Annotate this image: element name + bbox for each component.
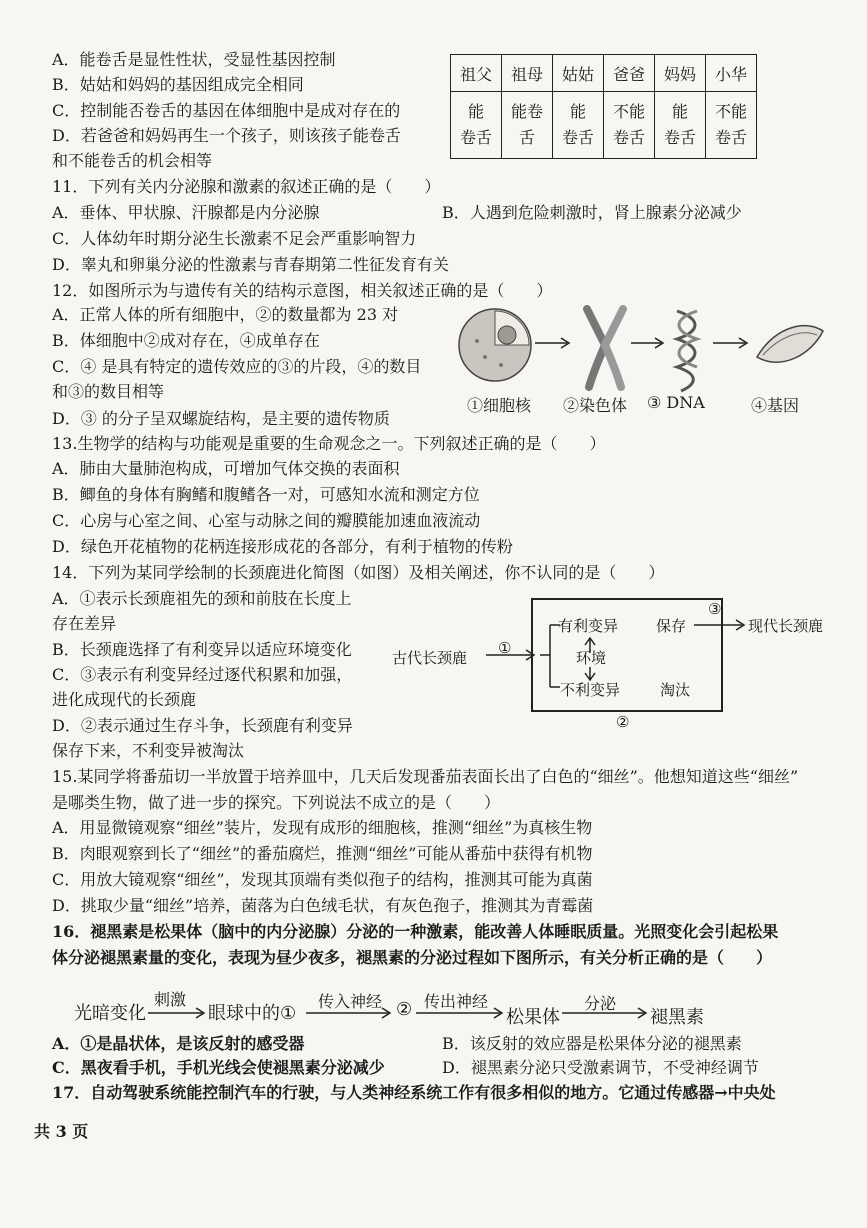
genetic-structure-figure [455,305,835,420]
q11-option-d: D．睾丸和卵巢分泌的性激素与青春期第二性征发育有关 [52,255,449,274]
eliminate-label: 淘汰 [660,681,691,699]
q15-stem: 15.某同学将番茄切一半放置于培养皿中，几天后发现番茄表面长出了白色的“细丝”。他想知道这些“细丝” [52,767,799,786]
header-cell: 祖母 [502,55,553,92]
tongue-rolling-table [450,54,757,159]
q12-stem: 12．如图所示为与遗传有关的结构示意图，相关叙述正确的是（ ） [52,281,553,300]
q11-option-b: B．人遇到危险刺激时，肾上腺素分泌减少 [442,203,742,222]
page-count: 共 3 页 [34,1122,89,1141]
mark-2: ② [616,713,630,731]
q11-option-a: A．垂体、甲状腺、汗腺都是内分泌腺 [52,203,320,222]
q13-option-d: D．绿色开花植物的花柄连接形成花的各部分，有利于植物的传粉 [52,537,513,556]
modern-giraffe-label: 现代长颈鹿 [748,617,824,635]
q12-option-c: C．④ 是具有特定的遗传效应的③的片段，④的数目 [52,357,422,376]
structure-drawings [455,305,835,395]
header-cell: 祖父 [451,55,502,92]
nucleus-illustration [459,309,531,381]
pineal-body-node: 松果体 [506,1007,560,1028]
q14-option-a-cont: 存在差异 [52,614,117,633]
q13-stem: 13.生物学的结构与功能观是重要的生命观念之一。下列叙述正确的是（ ） [52,434,606,453]
header-cell: 小华 [706,55,757,92]
q14-option-c: C．③表示有利变异经过逐代积累和加强， [52,665,353,684]
giraffe-evolution-diagram [390,595,850,735]
q13-option-a: A．肺由大量肺泡构成，可增加气体交换的表面积 [52,459,400,478]
gene-illustration [757,326,823,363]
q10-option-a: A．能卷舌是显性性状，受显性基因控制 [52,50,336,69]
q14-stem: 14．下列为某同学绘制的长颈鹿进化简图（如图）及相关阐述，你不认同的是（ ） [52,563,665,582]
unfavorable-variation-label: 不利变异 [560,681,621,699]
header-cell: 姑姑 [553,55,604,92]
melatonin-node: 褪黑素 [650,1007,704,1028]
efferent-nerve-label: 传出神经 [424,992,489,1011]
header-cell: 妈妈 [655,55,706,92]
q16-option-b: B．该反射的效应器是松果体分泌的褪黑素 [442,1034,742,1053]
preserve-label: 保存 [656,617,687,635]
value-cell: 能 卷舌 [451,92,502,159]
value-cell: 能 卷舌 [655,92,706,159]
value-cell: 不能 卷舌 [706,92,757,159]
nucleus-caption: ①细胞核 [467,396,532,415]
q14-option-a: A．①表示长颈鹿祖先的颈和前肢在长度上 [52,589,352,608]
q16-stem-cont: 体分泌褪黑素量的变化，表现为昼少夜多，褪黑素的分泌过程如下图所示，有关分析正确的是（ ） [52,948,773,967]
q15-option-c: C．用放大镜观察“细丝”，发现其顶端有类似孢子的结构，推测其可能为真菌 [52,870,593,889]
q13-option-c: C．心房与心室之间、心室与动脉之间的瓣膜能加速血液流动 [52,511,481,530]
q14-option-b: B．长颈鹿选择了有利变异以适应环境变化 [52,640,352,659]
value-cell: 不能 卷舌 [604,92,655,159]
mark-1: ① [498,639,512,657]
q16-option-c: C．黑夜看手机，手机光线会使褪黑素分泌减少 [52,1058,385,1077]
q16-option-d: D．褪黑素分泌只受激素调节，不受神经调节 [442,1058,759,1077]
q14-option-d: D．②表示通过生存斗争，长颈鹿有利变异 [52,716,353,735]
q12-option-d: D．③ 的分子呈双螺旋结构，是主要的遗传物质 [52,409,390,428]
value-cell: 能 卷舌 [553,92,604,159]
mark-3: ③ [708,600,722,618]
gene-caption: ④基因 [751,396,800,415]
q15-option-d: D．挑取少量“细丝”培养，菌落为白色绒毛状，有灰色孢子，推测其为青霉菌 [52,896,594,915]
q13-option-b: B．鲫鱼的身体有胸鳍和腹鳍各一对，可感知水流和测定方位 [52,485,480,504]
q15-option-a: A．用显微镜观察“细丝”装片，发现有成形的细胞核，推测“细丝”为真核生物 [52,818,593,837]
q10-option-d-cont: 和不能卷舌的机会相等 [52,151,213,170]
stimulus-arrow-label: 刺激 [154,990,187,1009]
melatonin-flow-diagram [70,985,790,1035]
favorable-variation-label: 有利变异 [558,617,619,635]
q14-option-c-cont: 进化成现代的长颈鹿 [52,690,197,709]
ancient-giraffe-label: 古代长颈鹿 [392,649,468,667]
eye-receptor-node: 眼球中的① [208,1003,297,1024]
q11-option-c: C．人体幼年时期分泌生长激素不足会严重影响智力 [52,229,417,248]
header-cell: 爸爸 [604,55,655,92]
q15-option-b: B．肉眼观察到长了“细丝”的番茄腐烂，推测“细丝”可能从番茄中获得有机物 [52,844,593,863]
center-node: ② [396,999,413,1020]
chromosome-caption: ②染色体 [563,396,628,415]
q11-stem: 11．下列有关内分泌腺和激素的叙述正确的是（ ） [52,177,441,196]
light-change-node: 光暗变化 [74,1003,146,1024]
q12-option-b: B．体细胞中②成对存在，④成单存在 [52,331,320,350]
q12-option-a: A．正常人体的所有细胞中，②的数量都为 23 对 [52,305,399,324]
chromosome-illustration [587,309,623,387]
q16-stem: 16．褪黑素是松果体（脑中的内分泌腺）分泌的一种激素，能改善人体睡眠质量。光照变化会引起松果 [52,922,779,941]
q14-option-d-cont: 保存下来，不利变异被淘汰 [52,741,245,760]
q15-stem-cont: 是哪类生物，做了进一步的探究。下列说法不成立的是（ ） [52,793,501,812]
dna-illustration [677,311,697,391]
value-cell: 能卷 舌 [502,92,553,159]
secrete-arrow-label: 分泌 [584,994,617,1013]
environment-label: 环境 [576,649,607,667]
q10-option-c: C．控制能否卷舌的基因在体细胞中是成对存在的 [52,101,401,120]
q16-option-a: A．①是晶状体，是该反射的感受器 [52,1034,305,1053]
q10-option-b: B．姑姑和妈妈的基因组成完全相同 [52,75,304,94]
afferent-nerve-label: 传入神经 [318,992,383,1011]
dna-caption: ③ DNA [647,393,705,412]
q12-option-c-cont: 和③的数目相等 [52,382,165,401]
q17-stem: 17．自动驾驶系统能控制汽车的行驶，与人类神经系统工作有很多相似的地方。它通过传感器→中央处 [52,1083,776,1102]
q10-option-d: D．若爸爸和妈妈再生一个孩子，则该孩子能卷舌 [52,126,401,145]
